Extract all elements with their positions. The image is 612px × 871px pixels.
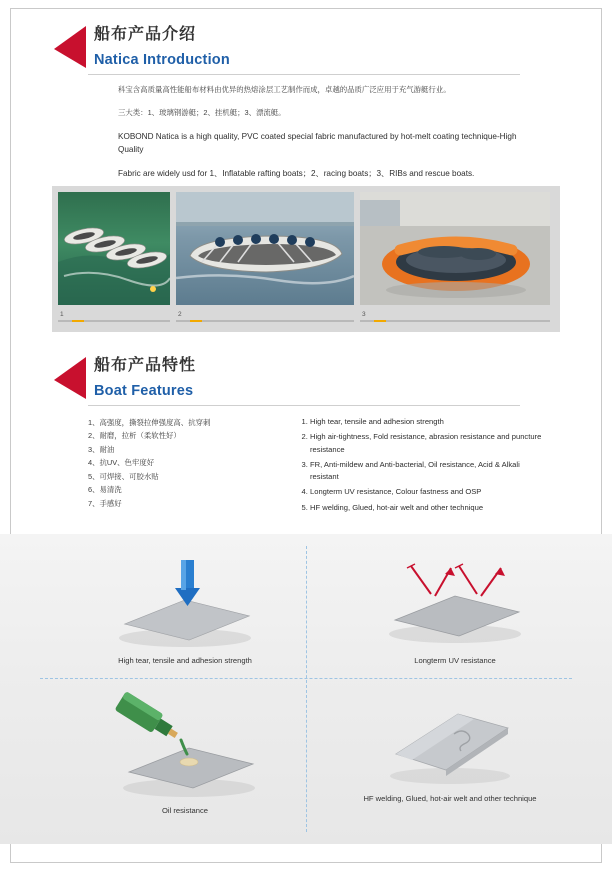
illustration-tear-strength xyxy=(60,552,310,666)
uv-resistance-icon xyxy=(355,552,555,652)
list-item: 2、耐磨，拉析（柔软性好） xyxy=(88,431,181,441)
features-rule xyxy=(88,405,520,406)
features-title-en: Boat Features xyxy=(94,383,194,399)
illustration-uv-resistance xyxy=(330,552,580,666)
illustration-oil-resistance xyxy=(60,692,310,816)
list-item: 5、可焊接、可胶水贴 xyxy=(88,471,159,481)
photo-rowing-rescue-boat xyxy=(176,192,354,305)
illustration-panel xyxy=(0,534,612,844)
intro-title-en: Natica Introduction xyxy=(94,52,230,68)
list-item: 5. HF welding, Glued, hot-air welt and other technique xyxy=(310,502,546,514)
intro-paragraph-2: 三大类：1、玻璃钢游艇；2、挂机艇；3、漂流艇。 xyxy=(118,108,286,118)
photo-3-art xyxy=(360,192,550,305)
intro-paragraph-3: KOBOND Natica is a high quality, PVC coated special fabric manufactured by hot-melt coating technique-High Quality xyxy=(118,131,517,154)
list-item: 4、抗UV、色牢度好 xyxy=(88,458,155,468)
list-item: 1、高强度，撕裂拉伸强度高、抗穿刺 xyxy=(88,418,211,427)
list-item: 4. Longterm UV resistance, Colour fastness and OSP xyxy=(310,486,546,498)
intro-paragraph-4: Fabric are widely usd for 1、Inflatable rafting boats；2、racing boats；3、RIBs and rescue boats. xyxy=(118,169,475,179)
illustration-caption: Longterm UV resistance xyxy=(414,656,496,665)
intro-text-block xyxy=(118,84,518,193)
list-item: 6、易清洗 xyxy=(88,485,122,495)
photo-captions xyxy=(58,310,554,324)
tear-strength-icon xyxy=(85,552,285,652)
list-item: 3、耐油 xyxy=(88,444,115,454)
photo-number-3: 3 xyxy=(362,311,366,318)
list-item: 3. FR, Anti-mildew and Anti-bacterial, Oil resistance, Acid & Alkali resistant xyxy=(310,459,546,484)
page-border-bottom xyxy=(10,862,602,863)
photo-number-2: 2 xyxy=(178,311,182,318)
list-item: 2. High air-tightness, Fold resistance, abrasion resistance and puncture resistance xyxy=(310,431,546,456)
chevron-left-icon xyxy=(48,355,88,401)
features-heading xyxy=(48,355,196,401)
features-list-cn xyxy=(88,416,268,510)
illustration-hf-welding xyxy=(320,694,580,804)
photo-inflatable-boats-row xyxy=(58,192,170,305)
hf-welding-icon xyxy=(350,694,550,790)
intro-title-cn: 船布产品介绍 xyxy=(94,26,197,43)
oil-resistance-icon xyxy=(85,692,285,802)
list-item: 7、手感好 xyxy=(88,498,122,508)
illustration-caption: Oil resistance xyxy=(161,806,208,815)
photo-2-art xyxy=(176,192,354,305)
features-list-en xyxy=(296,416,546,517)
photo-caption-3 xyxy=(360,310,550,324)
illustration-caption: High tear, tensile and adhesion strength xyxy=(118,656,252,665)
grid-divider-horizontal xyxy=(40,678,572,680)
photo-1-art xyxy=(58,192,170,305)
illustration-caption: HF welding, Glued, hot-air welt and other technique xyxy=(363,794,537,803)
photo-orange-inflatable-raft xyxy=(360,192,550,305)
photo-caption-1 xyxy=(58,310,170,324)
page-border-top xyxy=(10,8,602,9)
chevron-left-icon xyxy=(48,24,88,70)
photo-strip xyxy=(52,186,560,332)
intro-paragraph-1: 科宝含高质量高性能船布材料由优异的热熔涂层工艺制作而成，卓越的品质广泛应用于充气游艇行业。 xyxy=(118,85,451,94)
photo-number-1: 1 xyxy=(60,311,64,318)
features-title-cn: 船布产品特性 xyxy=(94,357,197,374)
intro-heading xyxy=(48,24,230,70)
list-item: 1. High tear, tensile and adhesion strength xyxy=(310,416,546,428)
photo-caption-2 xyxy=(176,310,354,324)
intro-rule xyxy=(88,74,520,75)
